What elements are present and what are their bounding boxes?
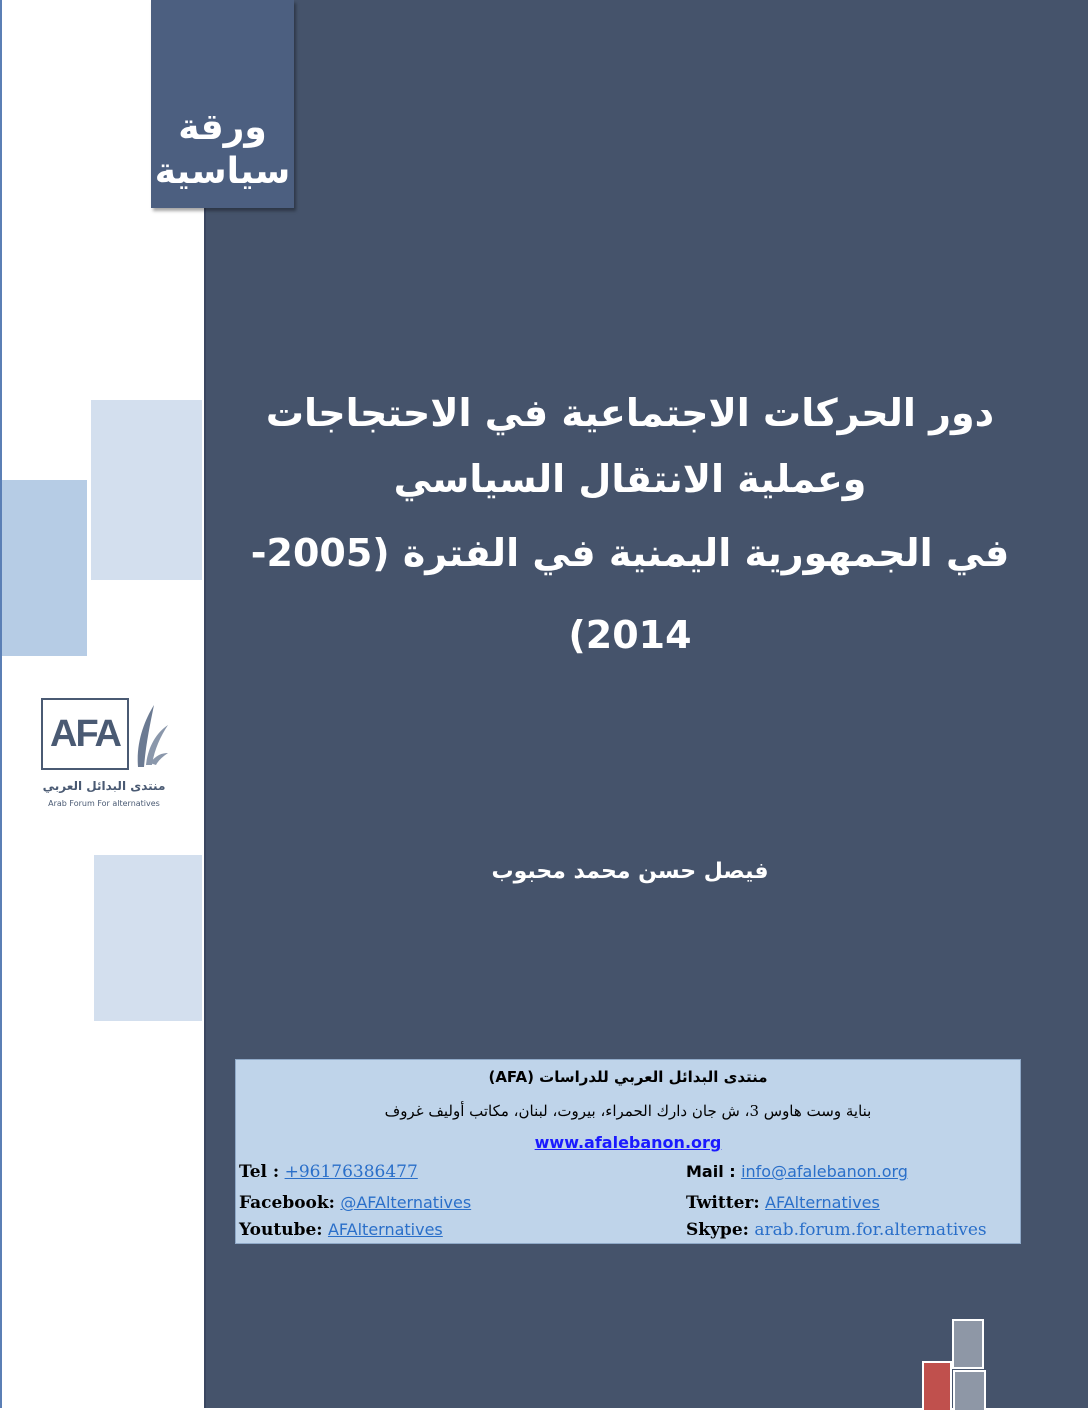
contact-tel-row <box>239 1162 418 1182</box>
contact-mail-row <box>686 1162 908 1182</box>
corner-block-red <box>922 1361 952 1410</box>
logo-arabic-name: منتدى البدائل العربي <box>42 779 166 793</box>
facebook-link[interactable]: @AFAlternatives <box>340 1193 472 1212</box>
skype-label: Skype: <box>686 1220 749 1240</box>
contact-youtube-row <box>239 1220 443 1240</box>
skype-handle[interactable]: arab.forum.for.alternatives <box>754 1220 987 1240</box>
logo-english-name: Arab Forum For alternatives <box>48 799 160 808</box>
contact-website <box>236 1133 1020 1152</box>
title-line-1: دور الحركات الاجتماعية في الاحتجاجات <box>265 391 995 435</box>
afa-logo <box>38 697 178 815</box>
website-link[interactable]: www.afalebanon.org <box>534 1133 722 1152</box>
tag-line-1: ورقة <box>178 107 267 148</box>
decor-square-upper <box>91 400 202 580</box>
contact-address: بناية وست هاوس 3، ش جان دارك الحمراء، بيروت، لبنان، مكاتب أوليف غروف <box>384 1102 872 1120</box>
contact-skype-row <box>686 1220 987 1240</box>
corner-block-bottom <box>953 1370 986 1410</box>
twitter-label: Twitter: <box>686 1193 760 1213</box>
title-line-3: في الجمهورية اليمنية في الفترة (2005-2014) <box>250 531 1010 657</box>
tel-label: Tel : <box>239 1162 280 1182</box>
mail-label: Mail : <box>686 1162 736 1181</box>
author-name: فيصل حسن محمد محبوب <box>491 859 769 884</box>
tag-line-2: سياسية <box>154 151 291 192</box>
decor-square-left <box>2 480 87 656</box>
facebook-label: Facebook: <box>239 1193 335 1213</box>
contact-facebook-row <box>239 1193 471 1213</box>
contact-organization: منتدى البدائل العربي للدراسات (AFA) <box>488 1068 768 1086</box>
contact-box <box>235 1059 1021 1244</box>
youtube-label: Youtube: <box>239 1220 323 1240</box>
logo-mark: AFA <box>41 698 129 770</box>
document-title <box>240 380 1020 676</box>
tel-link[interactable]: +96176386477 <box>284 1162 418 1182</box>
youtube-link[interactable]: AFAlternatives <box>327 1220 443 1239</box>
twitter-link[interactable]: AFAlternatives <box>765 1193 880 1212</box>
contact-twitter-row <box>686 1193 880 1213</box>
leaf-icon <box>130 703 170 769</box>
title-line-2: وعملية الانتقال السياسي <box>393 457 867 501</box>
corner-block-top <box>952 1319 984 1369</box>
decor-square-lower <box>94 855 202 1021</box>
document-type-tag <box>151 0 294 208</box>
mail-link[interactable]: info@afalebanon.org <box>741 1162 908 1181</box>
